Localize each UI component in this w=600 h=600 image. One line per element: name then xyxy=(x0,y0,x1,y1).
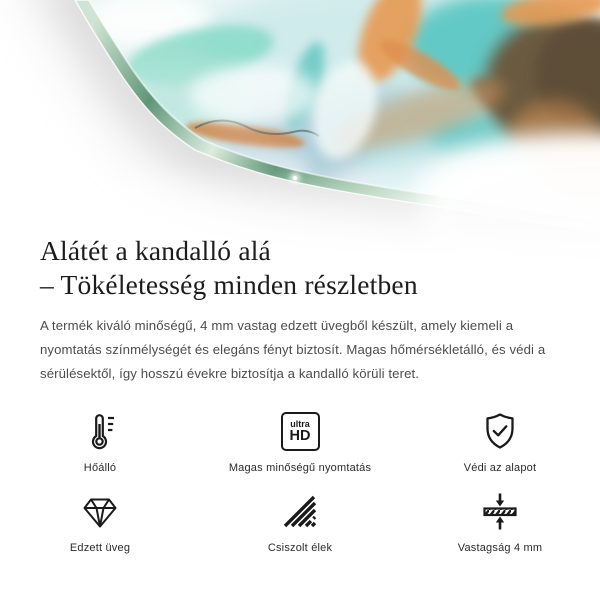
feature-label: Hőálló xyxy=(83,462,117,474)
title-line-1: Alátét a kandalló alá xyxy=(40,235,271,266)
feature-label: Vastagság 4 mm xyxy=(457,542,543,554)
title-line-2: – Tökéletesség minden részletben xyxy=(40,269,418,300)
feature-label: Edzett üveg xyxy=(69,542,131,554)
feature-label: Magas minőségű nyomtatás xyxy=(228,462,372,474)
thermometer-icon xyxy=(78,408,122,454)
thickness-icon xyxy=(478,488,522,534)
feature-tempered-glass xyxy=(0,488,200,554)
feature-print-quality xyxy=(200,408,400,474)
feature-heat-resistant xyxy=(0,408,200,474)
shield-check-icon xyxy=(478,408,522,454)
product-image xyxy=(0,0,600,260)
feature-label: Védi az alapot xyxy=(463,462,537,474)
feature-grid xyxy=(0,408,600,554)
ultra-hd-text-bottom: HD xyxy=(289,427,311,444)
glass-hearth-pad-photo xyxy=(0,0,600,260)
product-description-section xyxy=(0,234,600,554)
ultra-hd-badge-icon xyxy=(281,408,320,454)
feature-protects-base xyxy=(400,408,600,474)
polished-edges-icon xyxy=(278,488,322,534)
ultra-hd-text-top: ultra xyxy=(290,418,310,429)
feature-label: Csiszolt élek xyxy=(267,542,333,554)
description-text: A termék kiváló minőségű, 4 mm vastag edzett üvegből készült, amely kiemeli a nyomtatás színmélységét és elegáns fényt biztosít. Magas hőmérsékletálló, és védi a sérülésektől, így hosszú évekre biztosítja a kandalló körüli teret. xyxy=(40,318,546,381)
feature-thickness xyxy=(400,488,600,554)
diamond-icon xyxy=(78,488,122,534)
feature-polished-edges xyxy=(200,488,400,554)
